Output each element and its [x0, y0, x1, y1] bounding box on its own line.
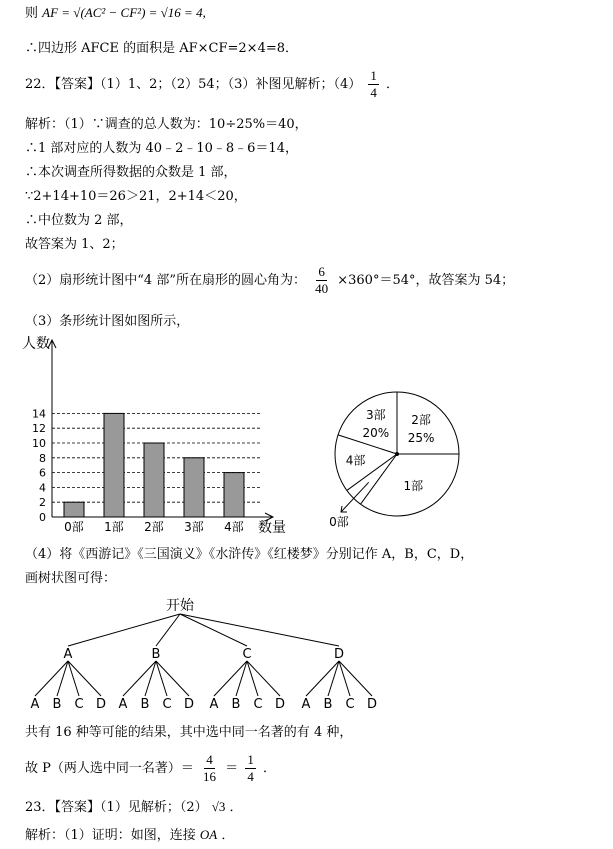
- line-15-suffix: ．: [262, 761, 276, 776]
- tree-leaf-branch: [214, 661, 247, 696]
- tree-leaf: B: [140, 697, 150, 712]
- y-tick-label: 8: [39, 451, 46, 465]
- line-1-formula: AF = √(AC² − CF²) = √16 = 4,: [42, 5, 206, 20]
- line-10-prefix: （2）扇形统计图中“4 部”所在扇形的圆心角为：: [25, 273, 306, 288]
- line-10: [25, 264, 514, 297]
- tree-leaf: A: [30, 697, 40, 712]
- slice-percent-3: 20%: [362, 425, 390, 440]
- x-axis-label: 数量: [258, 520, 286, 536]
- line-14: 共有 16 种等可能的结果，其中选中同一名著的有 4 种，: [25, 725, 353, 740]
- tree-node: A: [63, 647, 73, 662]
- line-12: （4）将《西游记》《三国演义》《水浒传》《红楼梦》分别记作 A，B，C，D，: [25, 547, 474, 562]
- y-axis-label: 人数: [22, 336, 50, 352]
- fraction-denominator: 4: [247, 769, 254, 784]
- bar: [104, 413, 124, 517]
- line-1: [25, 4, 206, 23]
- line-15: [25, 752, 276, 785]
- pie-center: [395, 452, 399, 456]
- fraction-numerator: 1: [370, 68, 377, 83]
- tree-leaf-branch: [306, 661, 339, 696]
- tree-leaf: B: [52, 697, 62, 712]
- tree-node: B: [151, 647, 161, 662]
- tree-node: C: [242, 647, 252, 662]
- tree-branch: [180, 614, 247, 646]
- slice-percent-2: 25%: [407, 430, 435, 445]
- slice-label-3: 3部: [366, 407, 386, 422]
- tree-branch: [180, 614, 339, 646]
- line-16: [25, 798, 243, 817]
- line-6: ∴本次调查所得数据的众数是 1 部，: [25, 165, 237, 180]
- probability-simplified-fraction: [245, 752, 256, 785]
- tree-leaf: D: [274, 697, 286, 712]
- bar: [64, 502, 84, 517]
- x-tick-label: 4部: [224, 520, 244, 534]
- y-tick-label: 0: [39, 511, 46, 524]
- y-tick-label: 2: [39, 496, 46, 510]
- slice-label-4: 4部: [345, 453, 366, 468]
- line-5: ∴1 部对应的人数为 40﹣2﹣10﹣8﹣6＝14，: [25, 141, 298, 156]
- line-17-prefix: 解析：（1）证明：如图，连接: [25, 828, 196, 843]
- fraction-numerator: 4: [206, 752, 213, 767]
- answer-22-text: 22．【答案】（1）1、2；（2）54；（3）补图见解析；（4）: [25, 77, 362, 92]
- y-tick-label: 14: [32, 407, 46, 421]
- angle-fraction: [313, 264, 330, 297]
- line-3-suffix: ．: [386, 77, 400, 92]
- slice-label-0: 0部: [329, 515, 349, 529]
- y-tick-label: 4: [39, 481, 46, 495]
- line-16-suffix: ．: [229, 800, 243, 815]
- line-17-suffix: ．: [221, 828, 235, 843]
- line-10-suffix: ×360°＝54°，故答案为 54；: [337, 273, 515, 288]
- tree-leaf: B: [231, 697, 241, 712]
- probability-fraction: [201, 752, 218, 785]
- tree-leaf: C: [162, 697, 172, 712]
- tree-diagram: [25, 592, 385, 717]
- line-11: （3）条形统计图如图所示，: [25, 314, 190, 329]
- slice-label-2: 2部: [411, 412, 431, 427]
- line-4: 解析：（1）∵调查的总人数为：10÷25%＝40，: [25, 117, 308, 132]
- line-13: 画树状图可得：: [25, 571, 117, 586]
- line-2: ∴四边形 AFCE 的面积是 AF×CF=2×4=8．: [25, 41, 299, 56]
- sqrt-three: √3: [211, 799, 226, 814]
- y-tick-label: 6: [39, 466, 46, 480]
- tree-leaf: D: [366, 697, 378, 712]
- tree-node: D: [333, 647, 345, 662]
- tree-leaf: C: [253, 697, 263, 712]
- line-8: ∴中位数为 2 部，: [25, 213, 133, 228]
- tree-leaf-branch: [247, 661, 280, 696]
- answer-22-fraction: [368, 68, 379, 101]
- bar: [144, 443, 164, 517]
- tree-leaf-branch: [35, 661, 68, 696]
- line-3: [25, 68, 399, 101]
- tree-leaf-branch: [68, 661, 101, 696]
- y-tick-label: 10: [32, 437, 46, 450]
- answer-23-text: 23．【答案】（1）见解析；（2）: [25, 800, 208, 815]
- line-15-prefix: 故 P（两人选中同一名著）＝: [25, 761, 194, 776]
- fraction-denominator: 40: [315, 281, 329, 296]
- fraction-denominator: 16: [203, 769, 217, 784]
- equals-sign: ＝: [225, 761, 239, 776]
- tree-branch: [156, 614, 180, 646]
- x-tick-label: 2部: [144, 520, 164, 534]
- tree-leaf-branch: [156, 661, 189, 696]
- segment-oa: OA: [199, 827, 218, 842]
- y-tick-label: 12: [32, 422, 46, 436]
- tree-branch: [68, 614, 180, 646]
- line-17: [25, 826, 234, 845]
- line-7: ∵2+14+10＝26＞21，2+14＜20，: [25, 189, 247, 204]
- x-tick-label: 1部: [104, 520, 124, 534]
- tree-leaf-branch: [339, 661, 372, 696]
- tree-leaf: D: [95, 697, 107, 712]
- bar-chart: [18, 332, 308, 537]
- fraction-denominator: 4: [370, 85, 377, 100]
- fraction-numerator: 6: [318, 264, 325, 279]
- fraction-numerator: 1: [247, 752, 254, 767]
- line-1-prefix: 则: [25, 6, 39, 21]
- bar: [184, 458, 204, 517]
- bar: [224, 473, 244, 517]
- tree-leaf-branch: [123, 661, 156, 696]
- tree-leaf: B: [323, 697, 333, 712]
- tree-leaf: C: [74, 697, 84, 712]
- pie-chart: [315, 378, 475, 538]
- tree-leaf: A: [301, 697, 311, 712]
- tree-leaf: A: [209, 697, 219, 712]
- x-tick-label: 3部: [184, 520, 204, 534]
- tree-root: 开始: [166, 598, 194, 614]
- tree-leaf: C: [345, 697, 355, 712]
- line-9: 故答案为 1、2；: [25, 237, 124, 252]
- tree-leaf: A: [118, 697, 128, 712]
- slice-label-1: 1部: [403, 479, 424, 494]
- x-tick-label: 0部: [64, 520, 84, 534]
- tree-leaf: D: [183, 697, 195, 712]
